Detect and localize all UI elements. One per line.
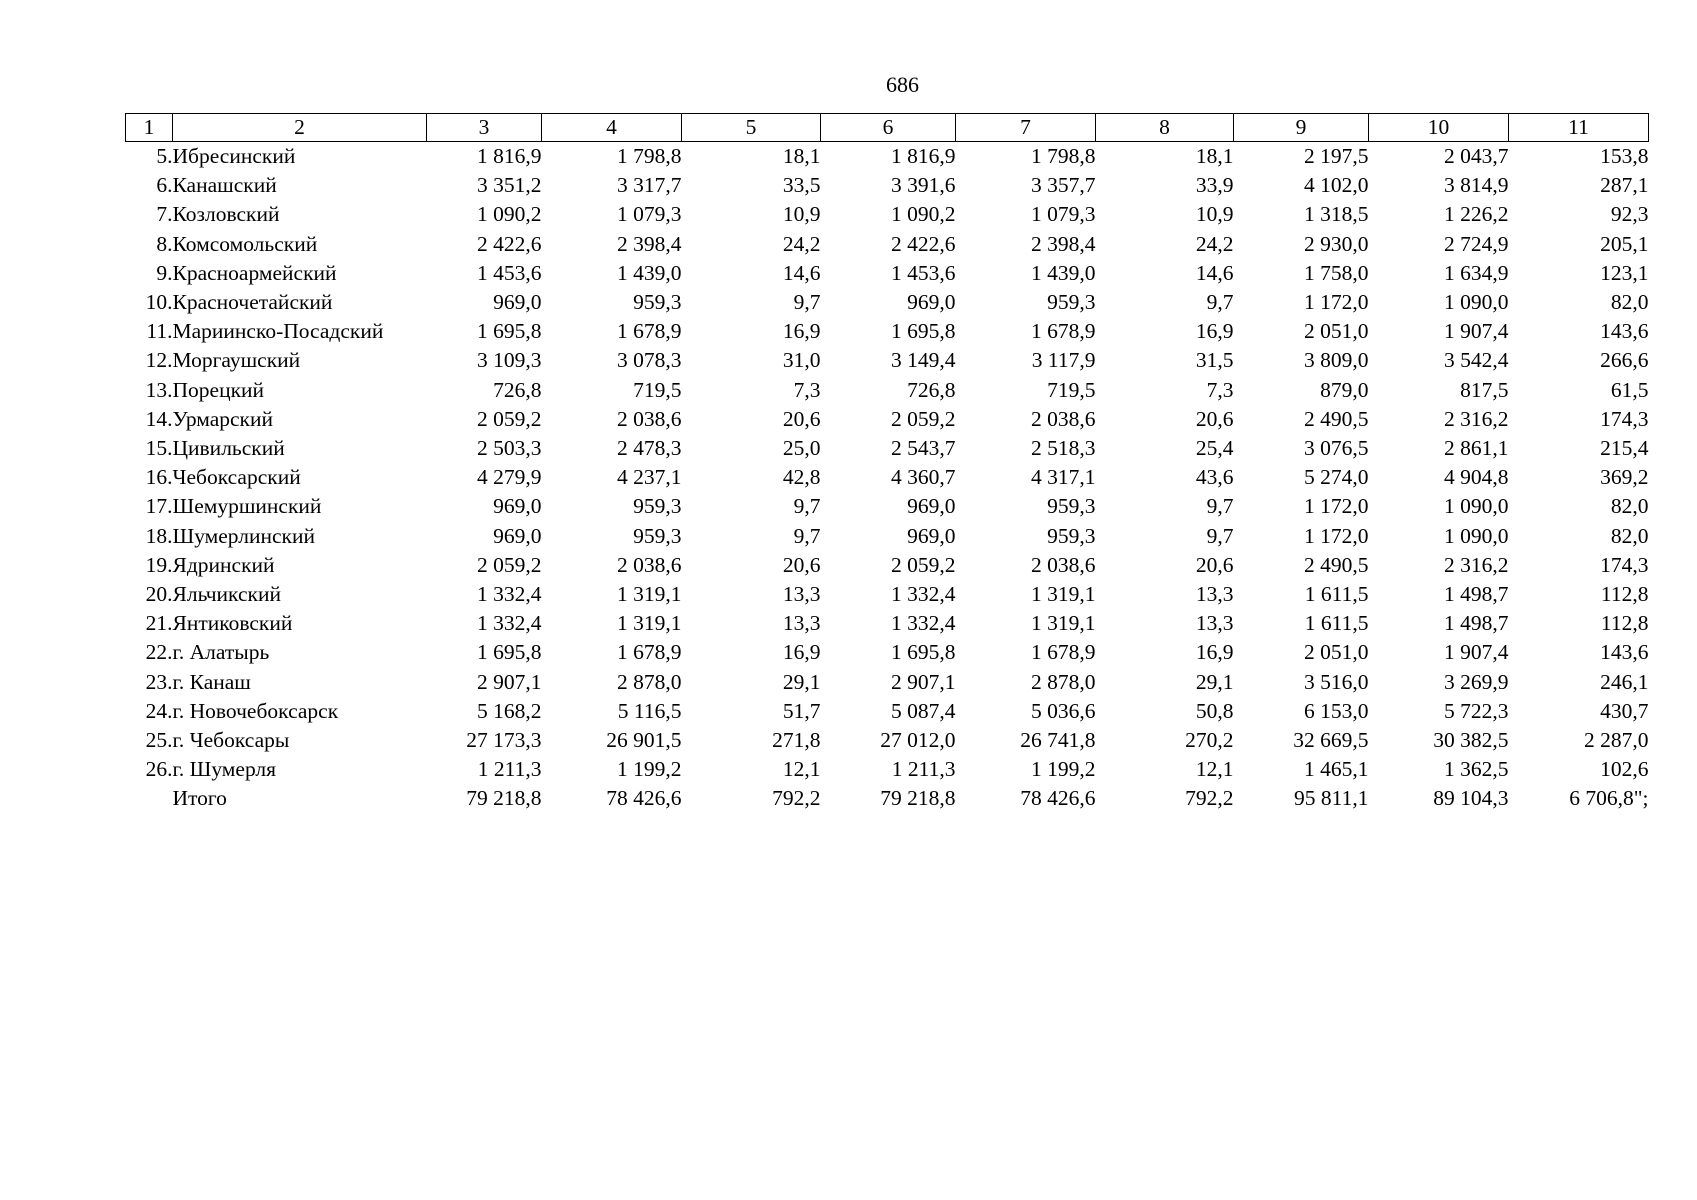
value-cell: 13,3 (1195, 611, 1234, 636)
value-cell: 27 173,3 (466, 728, 542, 753)
value-cell: 5 087,4 (891, 698, 956, 723)
value-cell: 1 439,0 (617, 260, 682, 285)
value-cell: 1 211,3 (891, 757, 956, 782)
value-cell: 1 798,8 (1031, 144, 1096, 168)
page-number: 686 (886, 72, 919, 97)
value-cell: 153,8 (1600, 144, 1649, 168)
value-cell: 78 426,6 (1020, 786, 1096, 811)
row-number (126, 784, 173, 813)
header-cell: 11 (1509, 114, 1649, 142)
value-cell: 1 695,8 (891, 640, 956, 665)
table-row (126, 492, 1649, 521)
district-name: Шумерлинский (172, 523, 316, 548)
district-name: Порецкий (172, 377, 265, 402)
district-name: Канашский (172, 173, 277, 198)
value-cell: 2 724,9 (1444, 231, 1509, 256)
value-cell: 2 861,1 (1444, 436, 1509, 461)
value-cell: 266,6 (1600, 348, 1649, 373)
value-cell: 2 059,2 (477, 552, 542, 577)
value-cell: 2 051,0 (1304, 640, 1369, 665)
row-number: 5. (156, 144, 173, 168)
value-cell: 4 904,8 (1444, 465, 1509, 490)
table-row (126, 697, 1649, 726)
value-cell: 9,7 (1206, 494, 1234, 519)
table-row (126, 142, 1649, 172)
value-cell: 3 391,6 (891, 173, 956, 198)
value-cell: 2 059,2 (477, 406, 542, 431)
table-row (126, 317, 1649, 346)
value-cell: 287,1 (1600, 173, 1649, 198)
value-cell: 5 722,3 (1444, 698, 1509, 723)
value-cell: 430,7 (1600, 698, 1649, 723)
value-cell: 12,1 (1195, 757, 1234, 782)
value-cell: 1 678,9 (1031, 319, 1096, 344)
row-number: 17. (145, 494, 173, 519)
value-cell: 33,5 (782, 173, 821, 198)
value-cell: 1 362,5 (1444, 757, 1509, 782)
value-cell: 5 168,2 (477, 698, 542, 723)
value-cell: 6 153,0 (1304, 698, 1369, 723)
value-cell: 1 332,4 (891, 611, 956, 636)
value-cell: 792,2 (772, 786, 821, 811)
value-cell: 2 287,0 (1584, 728, 1649, 753)
value-cell: 26 901,5 (606, 728, 682, 753)
value-cell: 2 930,0 (1304, 231, 1369, 256)
value-cell: 20,6 (782, 406, 821, 431)
value-cell: 215,4 (1600, 436, 1649, 461)
row-number: 14. (145, 406, 173, 431)
table-body (126, 142, 1649, 814)
row-number: 23. (145, 669, 173, 694)
header-cell: 7 (956, 114, 1096, 142)
value-cell: 959,3 (633, 523, 682, 548)
table-row (126, 346, 1649, 375)
value-cell: 1 319,1 (1031, 611, 1096, 636)
value-cell: 5 116,5 (617, 698, 682, 723)
value-cell: 10,9 (1195, 202, 1234, 227)
value-cell: 2 038,6 (617, 552, 682, 577)
district-name: Красночетайский (172, 290, 333, 315)
value-cell: 27 012,0 (880, 728, 956, 753)
district-name: г. Шумерля (172, 757, 277, 782)
row-number: 22. (145, 640, 173, 665)
value-cell: 29,1 (1195, 669, 1234, 694)
value-cell: 1 318,5 (1304, 202, 1369, 227)
row-number: 11. (146, 319, 173, 344)
value-cell: 9,7 (1206, 523, 1234, 548)
value-cell: 5 274,0 (1304, 465, 1369, 490)
row-number: 7. (156, 202, 173, 227)
value-cell: 102,6 (1600, 757, 1649, 782)
value-cell: 2 197,5 (1304, 144, 1369, 168)
value-cell: 9,7 (793, 290, 821, 315)
district-name: Ядринский (172, 552, 275, 577)
value-cell: 2 398,4 (617, 231, 682, 256)
value-cell: 25,0 (782, 436, 821, 461)
district-name: Комсомольский (172, 231, 318, 256)
value-cell: 2 038,6 (617, 406, 682, 431)
value-cell: 2 878,0 (617, 669, 682, 694)
value-cell: 16,9 (782, 640, 821, 665)
value-cell: 2 059,2 (891, 552, 956, 577)
value-cell: 1 172,0 (1304, 290, 1369, 315)
value-cell: 4 317,1 (1031, 465, 1096, 490)
value-cell: 95 811,1 (1294, 786, 1369, 811)
row-number: 20. (145, 582, 173, 607)
value-cell: 20,6 (1195, 406, 1234, 431)
header-cell: 8 (1096, 114, 1234, 142)
value-cell: 24,2 (1195, 231, 1234, 256)
value-cell: 1 172,0 (1304, 494, 1369, 519)
value-cell: 1 498,7 (1444, 611, 1509, 636)
district-name: г. Алатырь (172, 640, 270, 665)
value-cell: 2 043,7 (1444, 144, 1509, 168)
header-cell: 6 (821, 114, 956, 142)
value-cell: 1 907,4 (1444, 319, 1509, 344)
value-cell: 26 741,8 (1020, 728, 1096, 753)
table-row (126, 522, 1649, 551)
value-cell: 3 269,9 (1444, 669, 1509, 694)
value-cell: 1 199,2 (1031, 757, 1096, 782)
value-cell: 25,4 (1195, 436, 1234, 461)
value-cell: 959,3 (633, 290, 682, 315)
district-name: Шемуршинский (172, 494, 322, 519)
table-row (126, 726, 1649, 755)
district-name: Яльчикский (172, 582, 281, 607)
value-cell: 1 439,0 (1031, 260, 1096, 285)
value-cell: 2 543,7 (891, 436, 956, 461)
table-row (126, 638, 1649, 667)
value-cell: 969,0 (493, 494, 542, 519)
value-cell: 3 516,0 (1304, 669, 1369, 694)
value-cell: 1 798,8 (617, 144, 682, 168)
value-cell: 2 878,0 (1031, 669, 1096, 694)
value-cell: 18,1 (1195, 144, 1234, 168)
header-cell: 1 (126, 114, 173, 142)
header-cell: 4 (542, 114, 682, 142)
district-name: Чебоксарский (172, 465, 301, 490)
value-cell: 51,7 (782, 698, 821, 723)
header-cell: 2 (173, 114, 427, 142)
value-cell: 959,3 (633, 494, 682, 519)
table-row (126, 376, 1649, 405)
value-cell: 174,3 (1600, 406, 1649, 431)
value-cell: 1 758,0 (1304, 260, 1369, 285)
value-cell: 42,8 (782, 465, 821, 490)
value-cell: 969,0 (493, 523, 542, 548)
value-cell: 30 382,5 (1433, 728, 1509, 753)
value-cell: 3 357,7 (1031, 173, 1096, 198)
value-cell: 726,8 (907, 377, 956, 402)
value-cell: 9,7 (793, 494, 821, 519)
value-cell: 1 319,1 (617, 611, 682, 636)
value-cell: 1 695,8 (477, 640, 542, 665)
value-cell: 1 079,3 (1031, 202, 1096, 227)
value-cell: 14,6 (1195, 260, 1234, 285)
value-cell: 2 907,1 (891, 669, 956, 694)
value-cell: 969,0 (907, 523, 956, 548)
value-cell: 10,9 (782, 202, 821, 227)
header-row (126, 114, 1649, 142)
table-row (126, 230, 1649, 259)
table-row (126, 463, 1649, 492)
value-cell: 1 090,2 (477, 202, 542, 227)
value-cell: 79 218,8 (880, 786, 956, 811)
value-cell: 2 038,6 (1031, 406, 1096, 431)
value-cell: 78 426,6 (606, 786, 682, 811)
value-cell: 1 695,8 (477, 319, 542, 344)
row-number: 10. (145, 290, 173, 315)
table-row (126, 259, 1649, 288)
district-name: Итого (172, 786, 227, 811)
value-cell: 4 237,1 (617, 465, 682, 490)
row-number: 12. (145, 348, 173, 373)
value-cell: 6 706,8"; (1569, 786, 1649, 811)
value-cell: 4 360,7 (891, 465, 956, 490)
value-cell: 3 149,4 (891, 348, 956, 373)
value-cell: 2 316,2 (1444, 552, 1509, 577)
row-number: 18. (145, 523, 173, 548)
value-cell: 969,0 (493, 290, 542, 315)
value-cell: 2 518,3 (1031, 436, 1096, 461)
table-row (126, 755, 1649, 784)
value-cell: 16,9 (1195, 319, 1234, 344)
value-cell: 32 669,5 (1293, 728, 1369, 753)
value-cell: 7,3 (1206, 377, 1234, 402)
value-cell: 3 814,9 (1444, 173, 1509, 198)
value-cell: 1 090,0 (1444, 290, 1509, 315)
value-cell: 246,1 (1600, 669, 1649, 694)
row-number: 21. (145, 611, 173, 636)
value-cell: 16,9 (782, 319, 821, 344)
value-cell: 112,8 (1600, 582, 1649, 607)
value-cell: 24,2 (782, 231, 821, 256)
value-cell: 4 279,9 (477, 465, 542, 490)
row-number: 19. (145, 552, 173, 577)
value-cell: 271,8 (772, 728, 821, 753)
value-cell: 1 199,2 (617, 757, 682, 782)
value-cell: 1 211,3 (477, 757, 542, 782)
value-cell: 1 695,8 (891, 319, 956, 344)
district-name: Янтиковский (172, 611, 293, 636)
value-cell: 3 076,5 (1304, 436, 1369, 461)
value-cell: 9,7 (793, 523, 821, 548)
row-number: 26. (145, 757, 173, 782)
value-cell: 969,0 (907, 494, 956, 519)
value-cell: 33,9 (1195, 173, 1234, 198)
value-cell: 43,6 (1195, 465, 1234, 490)
header-cell: 9 (1234, 114, 1369, 142)
value-cell: 726,8 (493, 377, 542, 402)
value-cell: 4 102,0 (1304, 173, 1369, 198)
value-cell: 1 079,3 (617, 202, 682, 227)
value-cell: 270,2 (1185, 728, 1234, 753)
value-cell: 1 319,1 (617, 582, 682, 607)
value-cell: 61,5 (1610, 377, 1649, 402)
value-cell: 817,5 (1460, 377, 1509, 402)
value-cell: 2 316,2 (1444, 406, 1509, 431)
value-cell: 112,8 (1600, 611, 1649, 636)
value-cell: 1 634,9 (1444, 260, 1509, 285)
value-cell: 79 218,8 (466, 786, 542, 811)
value-cell: 82,0 (1610, 523, 1649, 548)
value-cell: 1 678,9 (617, 640, 682, 665)
district-name: Цивильский (172, 436, 285, 461)
table-row (126, 668, 1649, 697)
value-cell: 1 907,4 (1444, 640, 1509, 665)
value-cell: 879,0 (1320, 377, 1369, 402)
row-number: 9. (156, 260, 173, 285)
value-cell: 13,3 (782, 582, 821, 607)
district-name: Ибресинский (172, 144, 296, 168)
value-cell: 959,3 (1047, 290, 1096, 315)
value-cell: 2 490,5 (1304, 406, 1369, 431)
value-cell: 1 816,9 (477, 144, 542, 168)
value-cell: 143,6 (1600, 319, 1649, 344)
value-cell: 2 422,6 (477, 231, 542, 256)
value-cell: 20,6 (1195, 552, 1234, 577)
value-cell: 1 332,4 (891, 582, 956, 607)
value-cell: 969,0 (907, 290, 956, 315)
table-row (126, 784, 1649, 813)
value-cell: 50,8 (1195, 698, 1234, 723)
table-row (126, 171, 1649, 200)
district-name: Козловский (172, 202, 280, 227)
district-name: Моргаушский (172, 348, 301, 373)
value-cell: 1 090,2 (891, 202, 956, 227)
value-cell: 12,1 (782, 757, 821, 782)
value-cell: 1 332,4 (477, 611, 542, 636)
value-cell: 3 117,9 (1031, 348, 1096, 373)
value-cell: 2 059,2 (891, 406, 956, 431)
value-cell: 719,5 (1047, 377, 1096, 402)
table-row (126, 288, 1649, 317)
value-cell: 1 611,5 (1304, 582, 1369, 607)
table-row (126, 551, 1649, 580)
table-row (126, 200, 1649, 229)
district-name: г. Канаш (172, 669, 251, 694)
value-cell: 959,3 (1047, 494, 1096, 519)
value-cell: 1 453,6 (891, 260, 956, 285)
value-cell: 31,0 (782, 348, 821, 373)
value-cell: 20,6 (782, 552, 821, 577)
value-cell: 2 051,0 (1304, 319, 1369, 344)
value-cell: 18,1 (782, 144, 821, 168)
table-row (126, 405, 1649, 434)
value-cell: 369,2 (1600, 465, 1649, 490)
value-cell: 1 678,9 (1031, 640, 1096, 665)
value-cell: 1 090,0 (1444, 523, 1509, 548)
value-cell: 92,3 (1610, 202, 1649, 227)
district-name: Красноармейский (172, 260, 337, 285)
value-cell: 123,1 (1600, 260, 1649, 285)
value-cell: 82,0 (1610, 290, 1649, 315)
value-cell: 719,5 (633, 377, 682, 402)
value-cell: 143,6 (1600, 640, 1649, 665)
value-cell: 1 611,5 (1304, 611, 1369, 636)
value-cell: 1 816,9 (891, 144, 956, 168)
value-cell: 3 542,4 (1444, 348, 1509, 373)
row-number: 15. (145, 436, 173, 461)
row-number: 24. (145, 698, 173, 723)
value-cell: 2 478,3 (617, 436, 682, 461)
value-cell: 174,3 (1600, 552, 1649, 577)
data-table (125, 113, 1649, 814)
district-name: Мариинско-Посадский (172, 319, 384, 344)
header-cell: 3 (427, 114, 542, 142)
district-name: г. Новочебоксарск (172, 698, 339, 723)
value-cell: 5 036,6 (1031, 698, 1096, 723)
row-number: 6. (156, 173, 173, 198)
district-name: Урмарский (172, 406, 274, 431)
value-cell: 2 038,6 (1031, 552, 1096, 577)
value-cell: 14,6 (782, 260, 821, 285)
table-row (126, 580, 1649, 609)
value-cell: 1 090,0 (1444, 494, 1509, 519)
value-cell: 1 678,9 (617, 319, 682, 344)
value-cell: 1 319,1 (1031, 582, 1096, 607)
value-cell: 3 317,7 (617, 173, 682, 198)
value-cell: 16,9 (1195, 640, 1234, 665)
value-cell: 2 422,6 (891, 231, 956, 256)
value-cell: 31,5 (1195, 348, 1234, 373)
value-cell: 2 490,5 (1304, 552, 1369, 577)
value-cell: 1 498,7 (1444, 582, 1509, 607)
table-row (126, 609, 1649, 638)
header-cell: 5 (682, 114, 821, 142)
table-row (126, 434, 1649, 463)
row-number: 8. (156, 231, 173, 256)
value-cell: 1 226,2 (1444, 202, 1509, 227)
value-cell: 3 078,3 (617, 348, 682, 373)
row-number: 13. (145, 377, 173, 402)
value-cell: 2 398,4 (1031, 231, 1096, 256)
value-cell: 3 809,0 (1304, 348, 1369, 373)
value-cell: 29,1 (782, 669, 821, 694)
value-cell: 1 453,6 (477, 260, 542, 285)
value-cell: 89 104,3 (1433, 786, 1509, 811)
value-cell: 13,3 (1195, 582, 1234, 607)
value-cell: 9,7 (1206, 290, 1234, 315)
value-cell: 205,1 (1600, 231, 1649, 256)
value-cell: 959,3 (1047, 523, 1096, 548)
value-cell: 792,2 (1185, 786, 1234, 811)
value-cell: 2 503,3 (477, 436, 542, 461)
row-number: 25. (145, 728, 173, 753)
value-cell: 13,3 (782, 611, 821, 636)
value-cell: 2 907,1 (477, 669, 542, 694)
value-cell: 3 351,2 (477, 173, 542, 198)
value-cell: 82,0 (1610, 494, 1649, 519)
value-cell: 1 172,0 (1304, 523, 1369, 548)
value-cell: 1 332,4 (477, 582, 542, 607)
row-number: 16. (145, 465, 173, 490)
value-cell: 7,3 (793, 377, 821, 402)
district-name: г. Чебоксары (172, 728, 290, 753)
header-cell: 10 (1369, 114, 1509, 142)
value-cell: 1 465,1 (1304, 757, 1369, 782)
value-cell: 3 109,3 (477, 348, 542, 373)
